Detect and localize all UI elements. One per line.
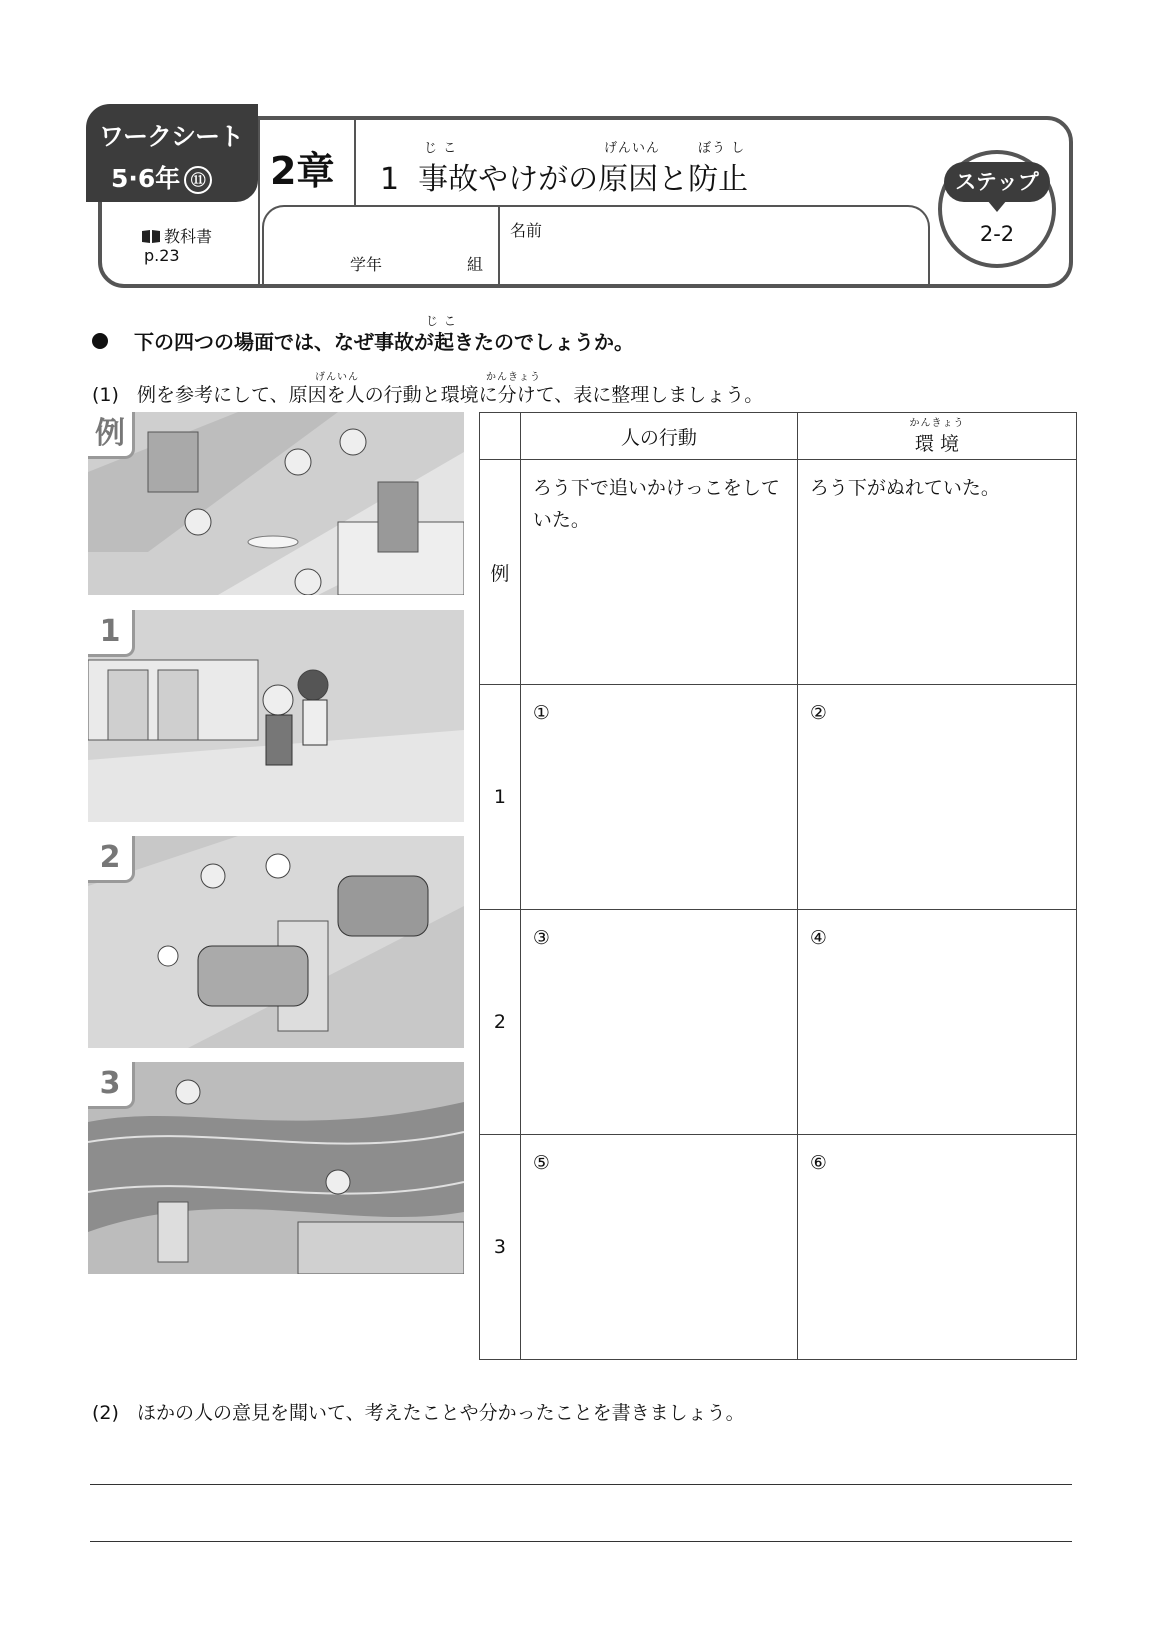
- question-2-text: ほかの人の意見を聞いて、考えたことや分かったことを書きましょう。: [137, 1402, 745, 1424]
- table-corner: [480, 413, 521, 460]
- river-scene: [88, 1062, 464, 1274]
- answer-cell-2[interactable]: ②: [797, 685, 1076, 910]
- cause-table: [479, 412, 1077, 1360]
- ruby-jiko: じ こ: [424, 141, 458, 156]
- answer-cell-1[interactable]: ①: [520, 685, 797, 910]
- grade-label: [111, 159, 212, 195]
- action-cell: ろう下で追いかけっこをしていた。: [520, 460, 797, 685]
- table-row: [480, 685, 1077, 910]
- step-label: ステップ: [944, 162, 1050, 202]
- class-field-label: 組: [467, 255, 484, 274]
- main-question: [92, 326, 634, 355]
- divider: [354, 118, 356, 206]
- question-1-text: 例を参考にして、原因を人の行動と環境に分けて、表に整理しましょう。: [137, 384, 764, 406]
- answer-cell-4[interactable]: ④: [797, 910, 1076, 1135]
- illustration-3: [88, 1062, 464, 1274]
- hallway-scene: [88, 412, 464, 595]
- column-header-environment-text: 環 境: [914, 432, 959, 455]
- panel-label-3: 3: [88, 1062, 135, 1109]
- textbook-label: [142, 224, 212, 247]
- panel-label-2: 2: [88, 836, 135, 883]
- table-header-row: [480, 413, 1077, 460]
- answer-cell-6[interactable]: ⑥: [797, 1135, 1076, 1360]
- divider: [258, 118, 260, 286]
- row-label: 例: [480, 460, 521, 685]
- answer-cell-5[interactable]: ⑤: [520, 1135, 797, 1360]
- row-label: 2: [480, 910, 521, 1135]
- ruby-boushi: ぼう し: [698, 141, 746, 156]
- ruby-jiko-2: じ こ: [426, 314, 457, 328]
- book-icon: [142, 230, 160, 243]
- column-header-environment: [797, 413, 1076, 460]
- textbook-page: p.23: [144, 246, 180, 265]
- environment-cell: ろう下がぬれていた。: [797, 460, 1076, 685]
- table-row: [480, 460, 1077, 685]
- column-header-action: 人の行動: [520, 413, 797, 460]
- illustration-1: [88, 610, 464, 822]
- grade-text: 5·6年: [111, 164, 181, 193]
- ruby-genin: げんいん: [604, 141, 661, 156]
- worksheet-badge: [86, 104, 258, 202]
- row-label: 3: [480, 1135, 521, 1360]
- illustration-example: [88, 412, 464, 595]
- page-title: [380, 154, 748, 198]
- parking-lot-scene: [88, 836, 464, 1048]
- question-1-number: (1): [92, 384, 119, 406]
- chapter-label: 2章: [270, 149, 335, 193]
- writing-line[interactable]: [90, 1484, 1072, 1485]
- row-label: 1: [480, 685, 521, 910]
- title-text: 事故やけがの原因と防止: [418, 162, 749, 197]
- corridor-collision-scene: [88, 610, 464, 822]
- table-row: [480, 910, 1077, 1135]
- ruby-kankyo-col: かんきょう: [909, 417, 965, 429]
- sheet-number: ⑪: [184, 166, 212, 194]
- worksheet-label: ワークシート: [99, 122, 244, 151]
- table-row: [480, 1135, 1077, 1360]
- panel-label-example: 例: [88, 412, 135, 459]
- divider: [498, 207, 500, 288]
- textbook-text: 教科書: [164, 227, 213, 246]
- title-number: 1: [380, 162, 400, 197]
- ruby-kankyo: かんきょう: [486, 372, 541, 383]
- question-1: [92, 380, 763, 407]
- question-2-number: (2): [92, 1402, 119, 1424]
- step-pointer: [987, 200, 1007, 212]
- step-number: 2-2: [979, 222, 1015, 246]
- question-2: [92, 1398, 745, 1425]
- name-field-label: 名前: [510, 221, 543, 240]
- student-info-box: [262, 205, 930, 288]
- panel-label-1: 1: [88, 610, 135, 657]
- grade-field-label: 学年: [350, 255, 383, 274]
- illustration-2: [88, 836, 464, 1048]
- main-question-text: 下の四つの場面では、なぜ事故が起きたのでしょうか。: [134, 330, 634, 354]
- answer-cell-3[interactable]: ③: [520, 910, 797, 1135]
- writing-line[interactable]: [90, 1541, 1072, 1542]
- bullet-icon: [92, 333, 108, 349]
- ruby-genin-2: げんいん: [315, 372, 359, 383]
